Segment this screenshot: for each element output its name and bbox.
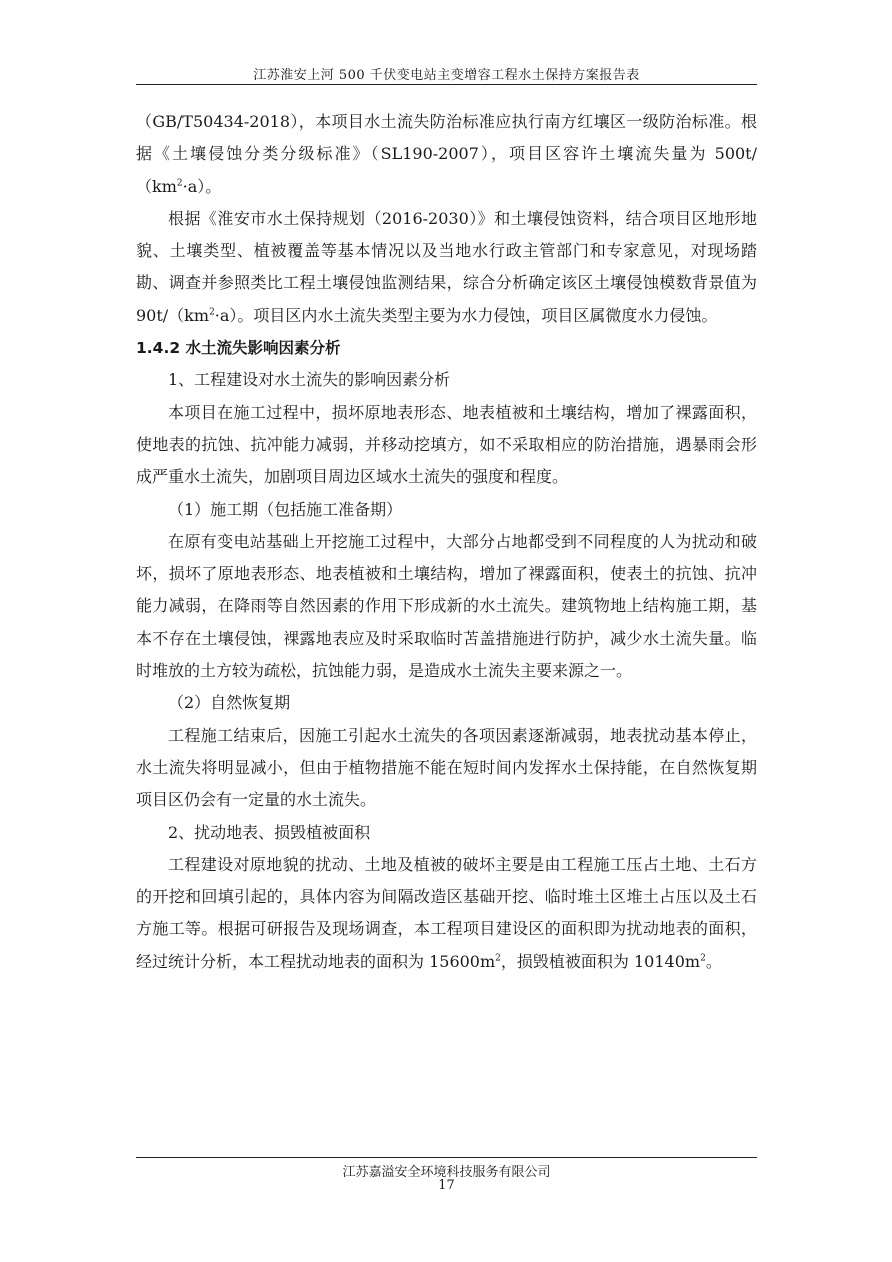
item-heading-2: 2、扰动地表、损毁植被面积	[168, 822, 371, 842]
paragraph-construction-impact: 本项目在施工过程中，损坏原地表形态、地表植被和土壤结构，增加了裸露面积，使地表的抗蚀、抗冲能力减弱，并移动挖填方，如不采取相应的防治措施，遇暴雨会形成严重水土流失，加剧项目周边区域水土流失的强度和程度。	[136, 402, 757, 487]
paragraph-text: ·a）。项目区内水土流失类型主要为水力侵蚀，项目区属微度水力侵蚀。	[214, 305, 718, 325]
paragraph-background-erosion	[136, 203, 757, 332]
subheading-recovery-period: （2）自然恢复期	[168, 693, 291, 713]
paragraph-text: ，损毁植被面积为 10140m	[500, 951, 701, 971]
paragraph-recovery-period: 工程施工结束后，因施工引起水土流失的各项因素逐渐减弱，地表扰动基本停止，水土流失将明显减小，但由于植物措施不能在短时间内发挥水土保持能，在自然恢复期项目区仍会有一定量的水土流失。	[136, 725, 757, 810]
paragraph-text: 工程建设对原地貌的扰动、土地及植被的破坏主要是由工程施工压占土地、土石方的开挖和回填引起的，具体内容为间隔改造区基础开挖、临时堆土区堆土占压以及土石方施工等。根据可研报告及现场调查，本工程项目建设区的面积即为扰动地表的面积，经过统计分析，本工程扰动地表的面积为 15600m	[136, 854, 757, 971]
header-title: 江苏淮安上河 500 千伏变电站主变增容工程水土保持方案报告表	[253, 68, 640, 83]
section-heading: 1.4.2 水土流失影响因素分析	[136, 339, 341, 358]
superscript: 2	[209, 307, 215, 318]
paragraph-text: （GB/T50434-2018），本项目水土流失防治标准应执行南方红壤区一级防治标准。根据《土壤侵蚀分类分级标准》（SL190-2007），项目区容许土壤流失量为 500t/（km	[136, 112, 757, 196]
paragraph-text: 。	[705, 951, 722, 971]
superscript: 2	[700, 953, 706, 964]
item-heading-1: 1、工程建设对水土流失的影响因素分析	[168, 370, 451, 390]
paragraph-text: ·a）。	[182, 176, 222, 196]
header-divider	[136, 84, 757, 85]
paragraph-disturbed-area	[136, 849, 757, 978]
footer-divider	[136, 1157, 757, 1158]
subheading-construction-period: （1）施工期（包括施工准备期）	[168, 499, 403, 519]
footer-company: 江苏嘉溢安全环境科技服务有限公司	[342, 1165, 551, 1180]
page-number: 17	[438, 1178, 455, 1193]
paragraph-text: 根据《淮安市水土保持规划（2016-2030）》和土壤侵蚀资料，结合项目区地形地貌、土壤类型、植被覆盖等基本情况以及当地水行政主管部门和专家意见，对现场踏勘、调查并参照类比工程土壤侵蚀监测结果，综合分析确定该区土壤侵蚀模数背景值为 90t/（km	[136, 208, 757, 325]
paragraph-standard	[136, 106, 757, 203]
document-body	[136, 106, 757, 978]
paragraph-construction-period: 在原有变电站基础上开挖施工过程中，大部分占地都受到不同程度的人为扰动和破坏，损坏了原地表形态、地表植被和土壤结构，增加了裸露面积，使表土的抗蚀、抗冲能力减弱，在降雨等自然因素的作用下形成新的水土流失。建筑物地上结构施工期，基本不存在土壤侵蚀，裸露地表应及时采取临时苫盖措施进行防护，减少水土流失量。临时堆放的土方较为疏松，抗蚀能力弱，是造成水土流失主要来源之一。	[136, 531, 757, 681]
superscript: 2	[495, 953, 501, 964]
superscript: 2	[176, 178, 183, 189]
